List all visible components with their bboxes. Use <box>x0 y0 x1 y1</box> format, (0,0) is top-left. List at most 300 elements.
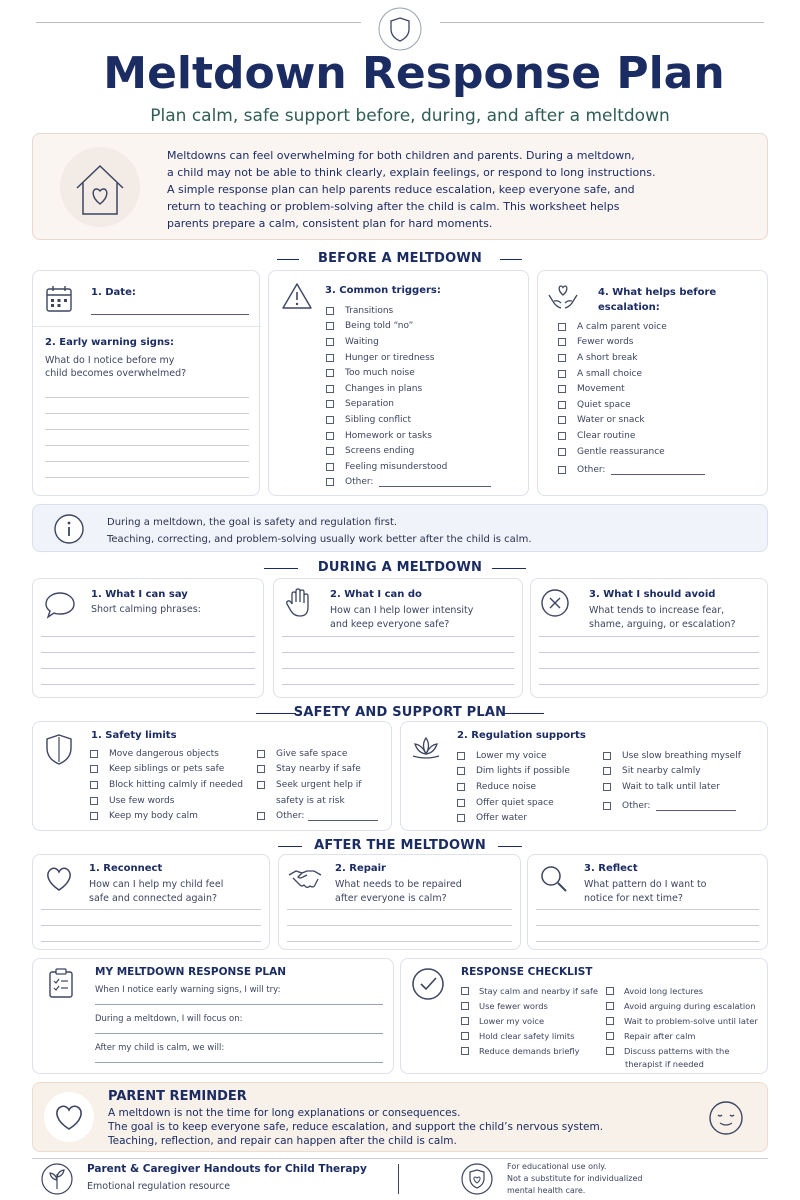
checkbox-label: Quiet space <box>577 399 631 410</box>
check-circle-icon <box>411 967 445 1001</box>
section-title-safety: SAFETY AND SUPPORT PLAN <box>293 705 507 720</box>
checkbox-label: Repair after calm <box>624 1030 696 1041</box>
checkbox-label: Avoid long lectures <box>624 985 704 996</box>
checkbox-label: Other: <box>276 811 305 822</box>
prompt-line: shame, arguing, or escalation? <box>589 619 736 630</box>
disclaimer-line: mental health care. <box>507 1186 586 1195</box>
checkbox[interactable] <box>603 783 611 791</box>
answer-line[interactable] <box>282 636 514 637</box>
checkbox-item[interactable] <box>558 428 705 444</box>
checkbox-item[interactable] <box>257 777 378 793</box>
during-card-say <box>32 578 264 698</box>
card-title: 1. What I can say <box>91 589 188 600</box>
checkbox[interactable] <box>326 322 334 330</box>
warning-signs-title: 2. Early warning signs: <box>45 337 175 348</box>
checkbox[interactable] <box>90 781 98 789</box>
checkbox[interactable] <box>326 307 334 315</box>
answer-line[interactable] <box>41 941 261 942</box>
after-card-reflect <box>527 854 768 950</box>
checkbox-label: A small choice <box>577 368 642 379</box>
reminder-panel <box>32 1082 768 1152</box>
checkbox-item[interactable] <box>326 459 491 475</box>
checkbox[interactable] <box>90 765 98 773</box>
magnifier-icon <box>538 863 570 895</box>
handshake-icon <box>287 863 323 893</box>
calendar-icon <box>45 285 73 313</box>
checkbox[interactable] <box>461 1047 469 1055</box>
warning-signs-prompt <box>45 354 186 380</box>
checkbox[interactable] <box>603 802 611 810</box>
checkbox-label: Block hitting calmly if needed <box>109 779 243 790</box>
checkbox-label: Homework or tasks <box>345 430 432 441</box>
limits-list-1 <box>90 746 243 824</box>
checkbox-item[interactable] <box>606 998 758 1013</box>
helps-title <box>598 285 716 315</box>
checkbox-item[interactable] <box>326 428 491 444</box>
checkbox[interactable] <box>326 463 334 471</box>
checkbox[interactable] <box>558 432 566 440</box>
checkbox[interactable] <box>257 781 265 789</box>
checkbox[interactable] <box>326 385 334 393</box>
checkbox-item[interactable] <box>558 397 705 413</box>
checkbox-item[interactable] <box>461 983 598 998</box>
heart-icon <box>43 863 75 893</box>
checkbox-item-other[interactable] <box>257 808 378 824</box>
answer-line[interactable] <box>536 909 759 910</box>
checkbox[interactable] <box>457 783 465 791</box>
answer-line[interactable] <box>45 429 249 430</box>
checkbox[interactable] <box>326 416 334 424</box>
answer-line[interactable] <box>41 684 255 685</box>
answer-line[interactable] <box>45 397 249 398</box>
checkbox-item[interactable] <box>457 748 570 764</box>
checklist-card <box>400 958 768 1074</box>
checkbox-label: Stay calm and nearby if safe <box>479 985 599 996</box>
hand-icon <box>284 587 314 619</box>
checkbox[interactable] <box>257 750 265 758</box>
info-banner <box>32 504 768 552</box>
checkbox-label: Clear routine <box>577 430 636 441</box>
card-title: 3. Reflect <box>584 863 638 874</box>
checkbox-label: A short break <box>577 352 638 363</box>
checkbox-label: Discuss patterns with the <box>624 1045 730 1056</box>
checkbox-label: Other: <box>345 477 374 488</box>
card-title: 2. Regulation supports <box>457 730 586 741</box>
checkbox[interactable] <box>461 1002 469 1010</box>
checkbox-item[interactable] <box>326 350 491 366</box>
card-title: 3. What I should avoid <box>589 589 716 600</box>
checkbox[interactable] <box>90 812 98 820</box>
checkbox[interactable] <box>457 814 465 822</box>
checkbox[interactable] <box>606 1032 614 1040</box>
checkbox-label: Keep my body calm <box>109 811 198 822</box>
section-title-before: BEFORE A MELTDOWN <box>317 251 482 266</box>
after-card-repair <box>278 854 521 950</box>
intro-line: parents prepare a calm, consistent plan for hard moments. <box>167 217 493 230</box>
checkbox[interactable] <box>606 1002 614 1010</box>
card-title: 2. Repair <box>335 863 386 874</box>
checkbox-label: Water or snack <box>577 415 645 426</box>
footer-disclaimer <box>507 1161 642 1197</box>
checkbox-label: Stay nearby if safe <box>276 764 361 775</box>
disclaimer-line: Not a substitute for individualized <box>507 1174 643 1183</box>
checkbox-item[interactable] <box>257 762 378 778</box>
checklist-col-1 <box>461 983 598 1058</box>
checkbox[interactable] <box>606 987 614 995</box>
checkbox-label: Other: <box>577 465 606 476</box>
checkbox[interactable] <box>326 432 334 440</box>
checkbox-label: Separation <box>345 399 394 410</box>
checkbox-item-other[interactable] <box>603 798 741 814</box>
regulation-card <box>400 721 768 831</box>
answer-line[interactable] <box>287 909 512 910</box>
shield-icon <box>377 6 423 52</box>
intro-line: a child may not be able to think clearly, explain feelings, or respond to long instructions. <box>167 166 656 179</box>
checkbox-item[interactable] <box>606 1028 758 1043</box>
reminder-text <box>108 1106 603 1148</box>
answer-line[interactable] <box>45 461 249 462</box>
checkbox-label: Lower my voice <box>476 750 547 761</box>
clipboard-icon <box>47 967 75 999</box>
answer-line[interactable] <box>282 652 514 653</box>
checkbox-item[interactable] <box>558 319 705 335</box>
answer-line[interactable] <box>282 684 514 685</box>
checkbox[interactable] <box>457 752 465 760</box>
checkbox[interactable] <box>457 767 465 775</box>
helps-list <box>558 319 705 478</box>
helps-title-line: 4. What helps before <box>598 287 717 298</box>
checkbox-item[interactable] <box>461 1013 598 1028</box>
checkbox-item[interactable] <box>326 443 491 459</box>
checkbox-label-cont <box>257 793 378 809</box>
checkbox[interactable] <box>606 1017 614 1025</box>
info-line: During a meltdown, the goal is safety and regulation first. <box>107 517 398 528</box>
triggers-card <box>268 270 529 496</box>
other-field[interactable] <box>611 465 705 475</box>
intro-line: A simple response plan can help parents reduce escalation, keep everyone safe, and <box>167 183 635 196</box>
prompt-line: What needs to be repaired <box>335 879 462 890</box>
checkbox-label: Wait to talk until later <box>622 781 720 792</box>
checkbox[interactable] <box>558 354 566 362</box>
speech-bubble-icon <box>43 589 77 619</box>
checkbox-label: Feeling misunderstood <box>345 461 448 472</box>
checkbox-item-other[interactable] <box>326 475 491 491</box>
plant-icon <box>40 1162 74 1196</box>
shield-icon <box>43 732 75 766</box>
prompt-line: How can I help my child feel <box>89 879 224 890</box>
footer-divider <box>398 1164 399 1194</box>
checkbox[interactable] <box>606 1047 614 1055</box>
checkbox-item[interactable] <box>603 779 741 795</box>
checkbox-label: Avoid arguing during escalation <box>624 1000 756 1011</box>
card-prompt <box>335 878 462 906</box>
checkbox-label: Being told “no” <box>345 321 414 332</box>
shield-icon <box>460 1162 494 1196</box>
answer-line[interactable] <box>95 1062 383 1063</box>
checkbox[interactable] <box>603 767 611 775</box>
checkbox-item[interactable] <box>457 810 570 826</box>
checkbox-item[interactable] <box>558 444 705 460</box>
card-prompt <box>89 878 223 906</box>
prompt-line: safe and connected again? <box>89 893 218 904</box>
checkbox[interactable] <box>457 799 465 807</box>
checkbox-item[interactable] <box>257 746 378 762</box>
answer-line[interactable] <box>41 636 255 637</box>
prompt-line: after everyone is calm? <box>335 893 447 904</box>
answer-line[interactable] <box>41 668 255 669</box>
disclaimer-line: For educational use only. <box>507 1162 607 1171</box>
triggers-title: 3. Common triggers: <box>325 285 441 296</box>
answer-line[interactable] <box>536 925 759 926</box>
checkbox-item[interactable] <box>90 808 243 824</box>
footer-subtitle: Emotional regulation resource <box>87 1181 231 1192</box>
during-card-do <box>273 578 523 698</box>
plan-prompt: When I notice early warning signs, I will try: <box>95 985 281 995</box>
checkbox-item[interactable] <box>461 1028 598 1043</box>
checkbox[interactable] <box>257 765 265 773</box>
reminder-line: The goal is to keep everyone safe, reduce escalation, and support the child’s nervous system. <box>108 1121 604 1133</box>
date-label: 1. Date: <box>91 287 136 298</box>
heart-icon <box>43 1091 95 1143</box>
intro-panel <box>32 133 768 240</box>
header-rule-right <box>440 22 764 23</box>
checkbox-label-cont <box>606 1058 758 1070</box>
answer-line[interactable] <box>95 1033 383 1034</box>
card-prompt <box>589 604 736 632</box>
date-field[interactable] <box>91 314 249 315</box>
card-prompt <box>330 604 473 632</box>
checkbox-item[interactable] <box>461 1043 598 1058</box>
checkbox[interactable] <box>558 401 566 409</box>
after-card-reconnect <box>32 854 270 950</box>
section-title-during: DURING A MELTDOWN <box>317 560 483 575</box>
checkbox-item[interactable] <box>90 762 243 778</box>
checkbox[interactable] <box>558 370 566 378</box>
checkbox-label: A calm parent voice <box>577 321 667 332</box>
intro-text <box>167 147 656 232</box>
section-title-after: AFTER THE MELTDOWN <box>314 838 486 853</box>
checkbox[interactable] <box>326 338 334 346</box>
checkbox-item[interactable] <box>326 412 491 428</box>
checkbox-item[interactable] <box>606 1013 758 1028</box>
page-title: Meltdown Response Plan <box>103 48 725 99</box>
answer-line[interactable] <box>536 941 759 942</box>
card-prompt <box>584 878 706 906</box>
answer-line[interactable] <box>539 668 759 669</box>
checkbox[interactable] <box>558 323 566 331</box>
checkbox-label: Dim lights if possible <box>476 766 570 777</box>
checkbox-label: Reduce noise <box>476 781 537 792</box>
answer-line[interactable] <box>95 1004 383 1005</box>
helps-title-line: escalation: <box>598 302 660 313</box>
hands-heart-icon <box>546 281 580 313</box>
lotus-icon <box>409 732 443 762</box>
info-text <box>107 514 532 548</box>
checkbox-label: Use slow breathing myself <box>622 750 741 761</box>
intro-line: return to teaching or problem-solving after the child is calm. This worksheet helps <box>167 200 620 213</box>
checkbox[interactable] <box>603 752 611 760</box>
footer-rule <box>32 1158 768 1159</box>
checkbox-label: Wait to problem-solve until later <box>624 1015 758 1026</box>
checkbox[interactable] <box>461 1017 469 1025</box>
reminder-title: PARENT REMINDER <box>108 1089 247 1104</box>
answer-line[interactable] <box>539 636 759 637</box>
checkbox-item[interactable] <box>457 764 570 780</box>
limits-list-2 <box>257 746 378 824</box>
checkbox-label: Waiting <box>345 336 379 347</box>
checkbox-item[interactable] <box>558 381 705 397</box>
checkbox[interactable] <box>461 1032 469 1040</box>
info-icon <box>53 513 85 545</box>
prompt-line: What tends to increase fear, <box>589 605 725 616</box>
checkbox[interactable] <box>326 478 334 486</box>
checkbox-label: Movement <box>577 384 625 395</box>
checkbox-label: Fewer words <box>577 337 634 348</box>
prompt-line: How can I help lower intensity <box>330 605 474 616</box>
checkbox-label: Too much noise <box>345 368 415 379</box>
checkbox-label: Other: <box>622 800 651 811</box>
helps-card <box>537 270 768 496</box>
close-circle-icon <box>539 587 571 619</box>
checkbox-item[interactable] <box>558 413 705 429</box>
answer-line[interactable] <box>41 909 261 910</box>
prompt-line: child becomes overwhelmed? <box>45 368 187 379</box>
answer-line[interactable] <box>41 652 255 653</box>
answer-line[interactable] <box>287 941 512 942</box>
checkbox-label: Offer quiet space <box>476 797 554 808</box>
answer-line[interactable] <box>45 413 249 414</box>
other-field[interactable] <box>308 811 378 821</box>
checkbox[interactable] <box>326 447 334 455</box>
checkbox-label: Lower my voice <box>479 1015 545 1026</box>
checkbox[interactable] <box>257 812 265 820</box>
answer-line[interactable] <box>539 652 759 653</box>
checkbox-item[interactable] <box>603 748 741 764</box>
prompt-line: What pattern do I want to <box>584 879 707 890</box>
checkbox-label: Hold clear safety limits <box>479 1030 575 1041</box>
checkbox-label: Use fewer words <box>479 1000 548 1011</box>
checkbox-item[interactable] <box>90 746 243 762</box>
divider <box>33 326 261 327</box>
answer-line[interactable] <box>45 477 249 478</box>
warning-icon <box>281 281 313 311</box>
answer-line[interactable] <box>41 925 261 926</box>
checkbox[interactable] <box>558 466 566 474</box>
checkbox-item[interactable] <box>326 397 491 413</box>
checkbox-item[interactable] <box>457 795 570 811</box>
checkbox-item[interactable] <box>90 777 243 793</box>
card-title: MY MELTDOWN RESPONSE PLAN <box>95 966 287 978</box>
answer-line[interactable] <box>287 925 512 926</box>
info-line: Teaching, correcting, and problem-solving usually work better after the child is calm. <box>107 534 532 545</box>
plan-prompt: After my child is calm, we will: <box>95 1043 225 1053</box>
checkbox-label: Give safe space <box>276 748 348 759</box>
card-title: RESPONSE CHECKLIST <box>461 966 593 978</box>
answer-line[interactable] <box>282 668 514 669</box>
calm-face-icon <box>707 1099 745 1137</box>
checkbox-item[interactable] <box>558 366 705 382</box>
checkbox-item[interactable] <box>606 1043 758 1058</box>
checkbox-label: Changes in plans <box>345 383 423 394</box>
triggers-list <box>326 303 491 490</box>
checkbox-item[interactable] <box>558 350 705 366</box>
checkbox[interactable] <box>558 338 566 346</box>
before-card-left <box>32 270 260 496</box>
prompt-line: What do I notice before my <box>45 355 175 366</box>
supports-list-2 <box>603 748 741 813</box>
checkbox-label: Use few words <box>109 795 175 806</box>
checkbox-item[interactable] <box>326 303 491 319</box>
checkbox-label: Gentle reassurance <box>577 446 665 457</box>
checkbox-label: safety is at risk <box>276 795 345 806</box>
checkbox-label: Offer water <box>476 813 528 824</box>
footer-title: Parent & Caregiver Handouts for Child Therapy <box>87 1163 367 1175</box>
checkbox-label: Move dangerous objects <box>109 748 219 759</box>
checkbox-item[interactable] <box>326 381 491 397</box>
checkbox[interactable] <box>558 448 566 456</box>
home-heart-icon <box>55 144 145 230</box>
other-field[interactable] <box>379 477 491 487</box>
checkbox-item[interactable] <box>457 779 570 795</box>
checkbox-label: therapist if needed <box>625 1059 704 1069</box>
checkbox-label: Transitions <box>345 305 394 316</box>
checkbox[interactable] <box>326 400 334 408</box>
reminder-line: Teaching, reflection, and repair can happen after the child is calm. <box>108 1135 457 1147</box>
page-subtitle: Plan calm, safe support before, during, and after a meltdown <box>150 106 670 126</box>
header-rule-left <box>36 22 361 23</box>
checkbox-item[interactable] <box>461 998 598 1013</box>
checkbox-item[interactable] <box>326 334 491 350</box>
answer-line[interactable] <box>45 445 249 446</box>
card-title: 1. Reconnect <box>89 863 163 874</box>
checkbox-label: Sibling conflict <box>345 414 412 425</box>
checkbox-item[interactable] <box>603 764 741 780</box>
checkbox[interactable] <box>90 797 98 805</box>
checkbox-item[interactable] <box>606 983 758 998</box>
prompt-line: and keep everyone safe? <box>330 619 450 630</box>
checkbox-label: Sit nearby calmly <box>622 766 701 777</box>
card-title: 2. What I can do <box>330 589 422 600</box>
card-title: 1. Safety limits <box>91 730 177 741</box>
during-card-avoid <box>530 578 768 698</box>
checkbox-label: Screens ending <box>345 446 415 457</box>
my-plan-card <box>32 958 394 1074</box>
checkbox-label: Seek urgent help if <box>276 779 362 790</box>
checkbox[interactable] <box>326 369 334 377</box>
safety-limits-card <box>32 721 392 831</box>
checkbox-item[interactable] <box>90 793 243 809</box>
checkbox[interactable] <box>558 416 566 424</box>
answer-line[interactable] <box>539 684 759 685</box>
checkbox-item[interactable] <box>326 365 491 381</box>
supports-list-1 <box>457 748 570 826</box>
checkbox-item-other[interactable] <box>558 462 705 478</box>
other-field[interactable] <box>656 801 736 811</box>
checkbox-item[interactable] <box>558 335 705 351</box>
checkbox[interactable] <box>558 385 566 393</box>
checkbox-label: Hunger or tiredness <box>345 352 435 363</box>
checkbox-label: Reduce demands briefly <box>479 1045 580 1056</box>
checkbox[interactable] <box>90 750 98 758</box>
checklist-col-2 <box>606 983 758 1070</box>
checkbox[interactable] <box>326 354 334 362</box>
prompt-line: notice for next time? <box>584 893 683 904</box>
checkbox[interactable] <box>461 987 469 995</box>
intro-line: Meltdowns can feel overwhelming for both children and parents. During a meltdown, <box>167 149 635 162</box>
plan-prompt: During a meltdown, I will focus on: <box>95 1014 243 1024</box>
checkbox-item[interactable] <box>326 319 491 335</box>
reminder-line: A meltdown is not the time for long explanations or consequences. <box>108 1107 461 1119</box>
